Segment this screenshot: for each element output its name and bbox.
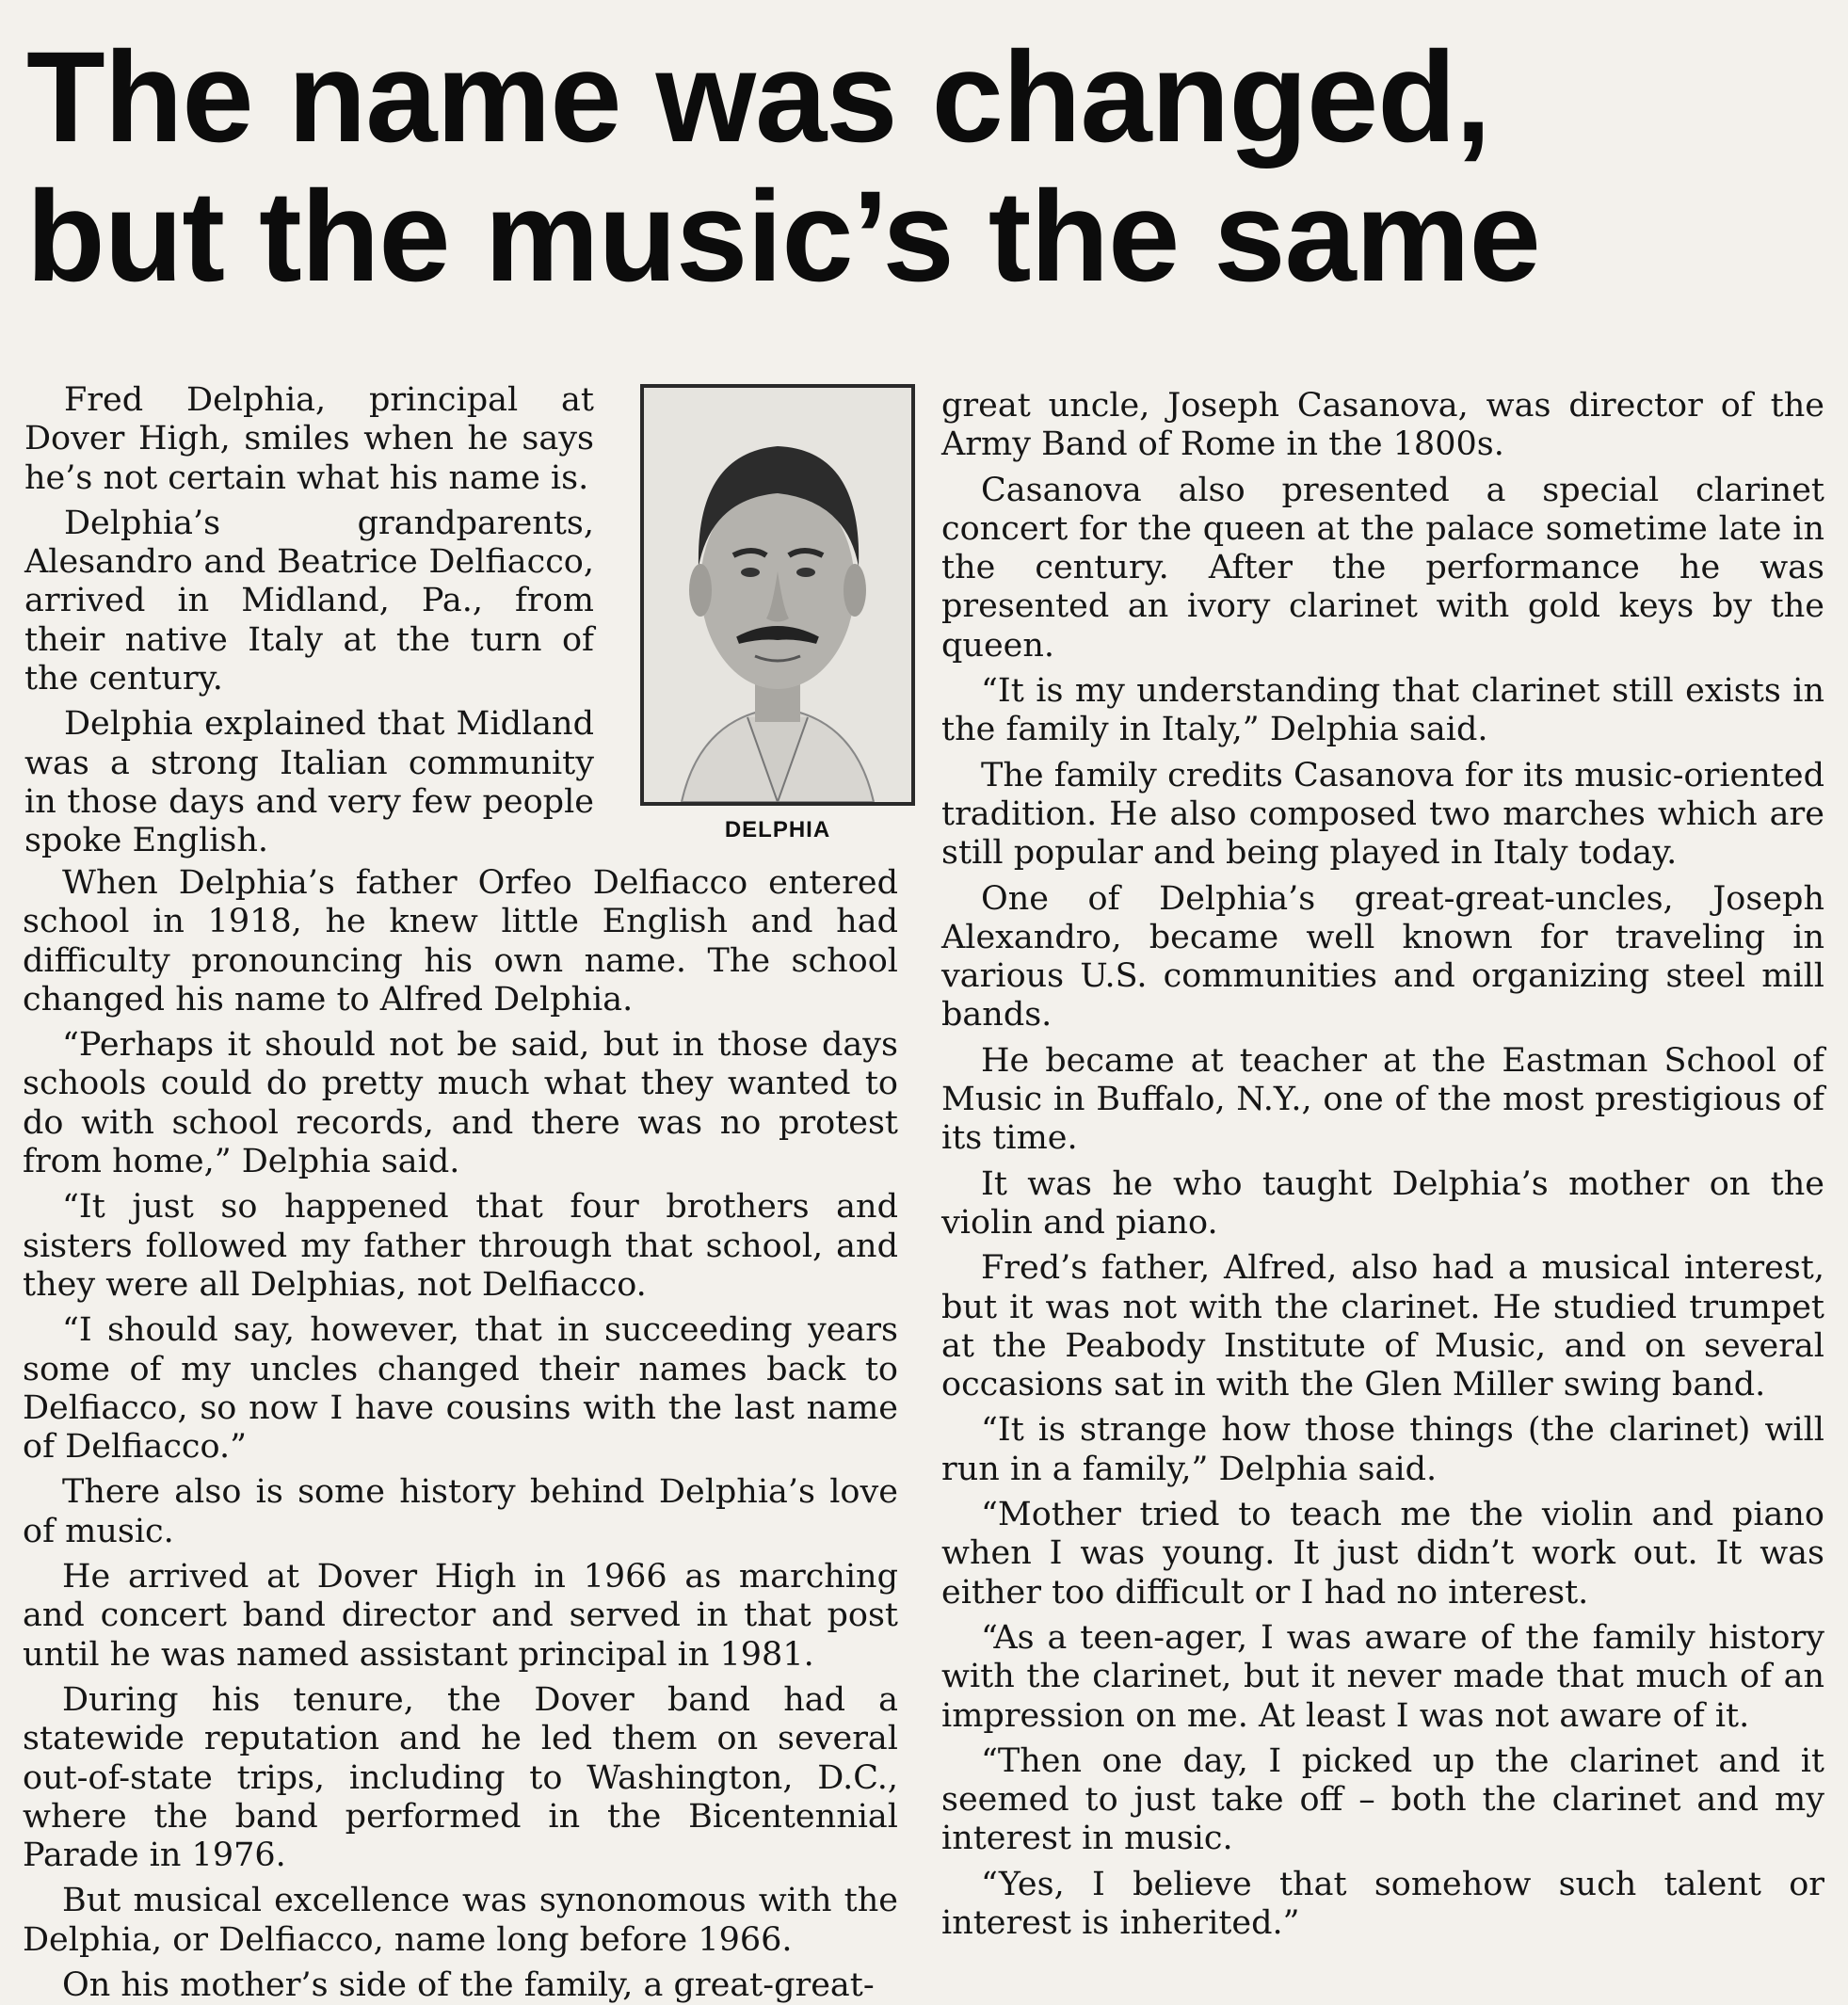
headline-line-2: but the music’s the same <box>26 165 1540 309</box>
paragraph: During his tenure, the Dover band had a statewide reputation and he led them on several out-of-state trips, including to Washington, D.C., where the band performed in the Bicentennial Parade in 1976. <box>23 1680 898 1875</box>
paragraph: On his mother’s side of the family, a great-great- <box>62 1966 875 2005</box>
paragraph: “I should say, however, that in succeeding years some of my uncles changed their names back to Delfiacco, so now I have cousins with the last name of Delfiacco.” <box>23 1311 898 1467</box>
paragraph: It was he who taught Delphia’s mother on the violin and piano. <box>941 1164 1824 1242</box>
paragraph: One of Delphia’s great-great-uncles, Joseph Alexandro, became well known for traveling in various U.S. communities and organizing steel mill bands. <box>941 879 1824 1035</box>
paragraph: “It is my understanding that clarinet still exists in the family in Italy,” Delphia said. <box>941 672 1824 749</box>
headline <box>26 25 1824 309</box>
paragraph: When Delphia’s father Orfeo Delfiacco entered school in 1918, he knew little English and had difficulty pronouncing his own name. The school changed his name to Alfred Delphia. <box>23 864 898 1019</box>
paragraph: great uncle, Joseph Casanova, was director of the Army Band of Rome in the 1800s. <box>941 387 1824 464</box>
paragraph: He arrived at Dover High in 1966 as marching and concert band director and served in that post until he was named assistant principal in 1981. <box>23 1558 898 1674</box>
paragraph: Delphia’s grandparents, Alesandro and Beatrice Delfiacco, arrived in Midland, Pa., from their native Italy at the turn of the century. <box>24 504 594 698</box>
article-column-left-top <box>24 381 594 861</box>
paragraph: “Then one day, I picked up the clarinet and it seemed to just take off – both the clarinet and my interest in music. <box>941 1741 1824 1858</box>
paragraph: “It is strange how those things (the clarinet) will run in a family,” Delphia said. <box>941 1411 1824 1488</box>
photo-caption: DELPHIA <box>724 817 831 842</box>
paragraph: Fred’s father, Alfred, also had a musical interest, but it was not with the clarinet. He studied trumpet at the Peabody Institute of Music, and on several occasions sat in with the Glen Miller swing band. <box>941 1249 1824 1404</box>
paragraph: But musical excellence was synonomous with the Delphia, or Delfiacco, name long before 1966. <box>23 1882 898 1959</box>
paragraph: He became at teacher at the Eastman School of Music in Buffalo, N.Y., one of the most prestigious of its time. <box>941 1041 1824 1158</box>
paragraph: There also is some history behind Delphia’s love of music. <box>23 1473 898 1550</box>
paragraph: The family credits Casanova for its music-oriented tradition. He also composed two marches which are still popular and being played in Italy today. <box>941 756 1824 873</box>
paragraph: “As a teen-ager, I was aware of the family history with the clarinet, but it never made that much of an impression on me. At least I was not aware of it. <box>941 1618 1824 1735</box>
paragraph: “Yes, I believe that somehow such talent or interest is inherited.” <box>941 1865 1824 1942</box>
article-column-right <box>941 387 1824 1943</box>
article-column-left-bottom <box>23 864 898 2005</box>
paragraph: “It just so happened that four brothers and sisters followed my father through that school, and they were all Delphias, not Delfiacco. <box>23 1188 898 1304</box>
paragraph: “Perhaps it should not be said, but in those days schools could do pretty much what they wanted to do with school records, and there was no protest from home,” Delphia said. <box>23 1026 898 1181</box>
paragraph: Fred Delphia, principal at Dover High, smiles when he says he’s not certain what his name is. <box>24 381 594 497</box>
paragraph: Casanova also presented a special clarinet concert for the queen at the palace sometime late in the century. After the performance he was presented an ivory clarinet with gold keys by the queen. <box>941 471 1824 665</box>
portrait-image <box>644 388 911 802</box>
paragraph: Delphia explained that Midland was a strong Italian community in those days and very few people spoke English. <box>24 705 594 860</box>
paragraph: “Mother tried to teach me the violin and piano when I was young. It just didn’t work out. It was either too difficult or I had no interest. <box>941 1496 1824 1612</box>
headline-line-1: The name was changed, <box>26 25 1490 169</box>
portrait-photo <box>640 384 915 806</box>
